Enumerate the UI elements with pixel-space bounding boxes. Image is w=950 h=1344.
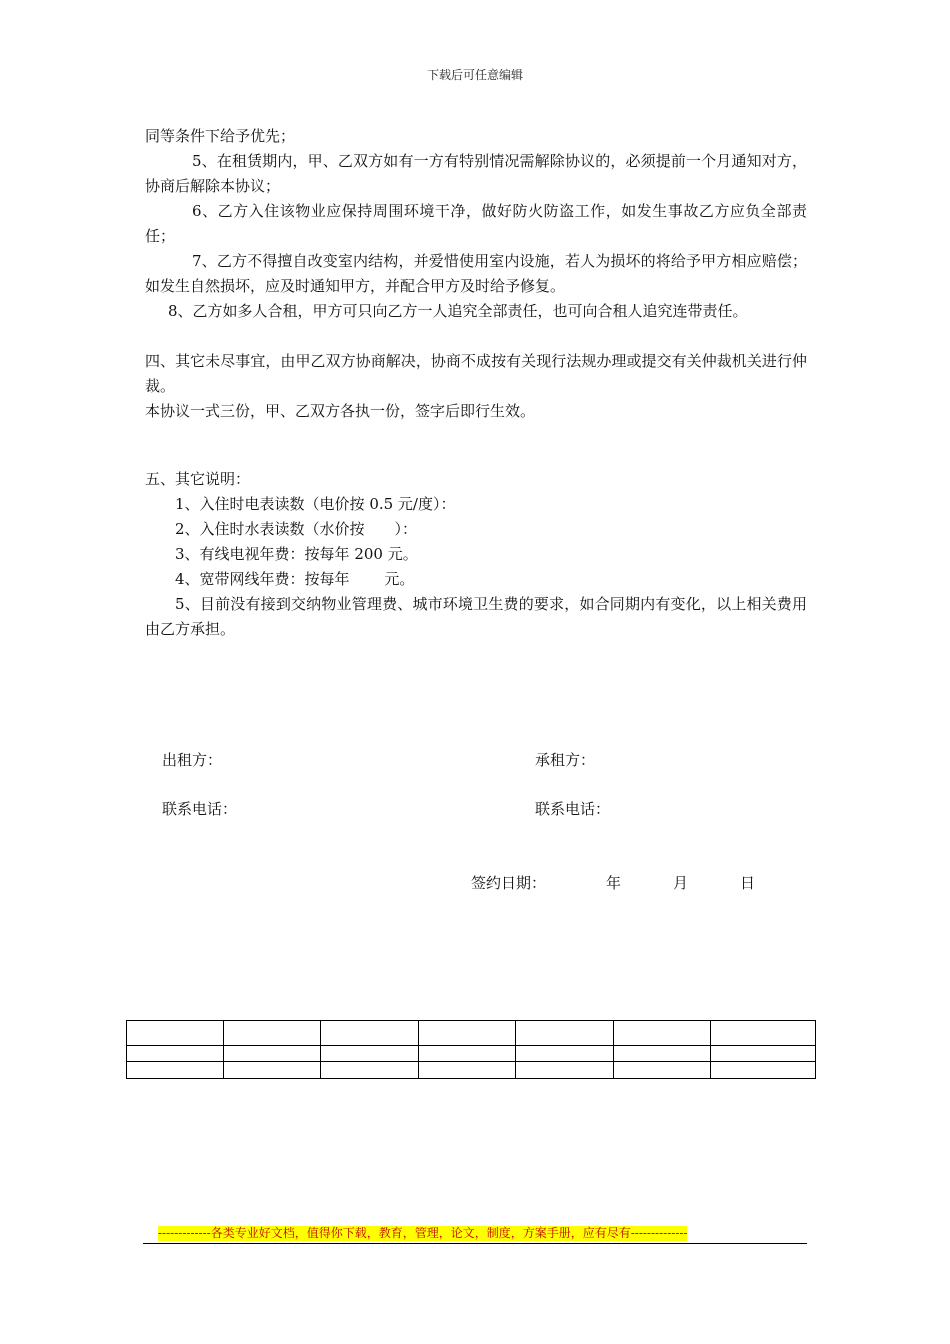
section-5-item: 3、有线电视年费：按每年 200 元。 (175, 545, 418, 563)
lessor-phone-label: 联系电话： (162, 800, 238, 818)
clause-7: 7、乙方不得擅自改变室内结构，并爱惜使用室内设施，若人为损坏的将给予甲方相应赔偿；如发生自然损坏，应及时通知甲方，并配合甲方及时给予修复。 (145, 252, 807, 295)
table-cell (419, 1062, 516, 1079)
table-cell (321, 1021, 419, 1046)
copies-statement: 本协议一式三份，甲、乙双方各执一份，签字后即行生效。 (145, 402, 536, 420)
section-5-item: 1、入住时电表读数（电价按 0.5 元/度）： (175, 495, 456, 513)
table-cell (321, 1062, 419, 1079)
table-cell (613, 1062, 711, 1079)
section-5-item: 4、宽带网线年费：按每年 元。 (175, 570, 415, 588)
table-cell (515, 1046, 613, 1062)
date-day: 日 (740, 874, 756, 892)
table-cell (711, 1062, 816, 1079)
table-cell (127, 1062, 224, 1079)
footer-banner: -------------各类专业好文档，值得你下载，教育，管理，论文，制度，方案手册，应有尽有-------------- (158, 1226, 688, 1240)
clause-8: 8、乙方如多人合租，甲方可只向乙方一人追究全部责任，也可向合租人追究连带责任。 (168, 302, 748, 320)
table-cell (127, 1046, 224, 1062)
table-row (127, 1046, 816, 1062)
lessee-phone-label: 联系电话： (535, 800, 611, 818)
section-5-title: 五、其它说明： (145, 470, 251, 488)
clause-6: 6、乙方入住该物业应保持周围环境干净，做好防火防盗工作，如发生事故乙方应负全部责任； (145, 202, 807, 245)
date-year: 年 (606, 874, 622, 892)
table-row (127, 1021, 816, 1046)
lessor-label: 出租方： (162, 751, 223, 769)
blank-table (126, 1020, 816, 1079)
table-cell (127, 1021, 224, 1046)
sign-date-label: 签约日期： (471, 874, 547, 892)
table-cell (711, 1046, 816, 1062)
table-cell (515, 1062, 613, 1079)
table-cell (515, 1021, 613, 1046)
table-cell (419, 1021, 516, 1046)
table-cell (223, 1046, 321, 1062)
table-cell (613, 1021, 711, 1046)
section-5-item: 5、目前没有接到交纳物业管理费、城市环境卫生费的要求，如合同期内有变化，以上相关费用由乙方承担。 (145, 595, 807, 638)
table-row (127, 1062, 816, 1079)
table-cell (419, 1046, 516, 1062)
table-cell (321, 1046, 419, 1062)
lessee-label: 承租方： (535, 751, 596, 769)
table-cell (223, 1062, 321, 1079)
date-month: 月 (673, 874, 689, 892)
table-cell (711, 1021, 816, 1046)
section-5-item: 2、入住时水表读数（水价按 ）： (175, 520, 418, 538)
footer-rule (143, 1243, 807, 1244)
section-4-text: 四、其它未尽事宜，由甲乙双方协商解决，协商不成按有关现行法规办理或提交有关仲裁机关进行仲裁。 (145, 352, 807, 395)
clause-continuation: 同等条件下给予优先； (145, 127, 296, 145)
clause-5: 5、在租赁期内，甲、乙双方如有一方有特别情况需解除协议的，必须提前一个月通知对方，协商后解除本协议； (145, 152, 807, 195)
page-header: 下载后可任意编辑 (426, 68, 523, 82)
table-cell (613, 1046, 711, 1062)
contract-body (145, 124, 807, 642)
table-cell (223, 1021, 321, 1046)
